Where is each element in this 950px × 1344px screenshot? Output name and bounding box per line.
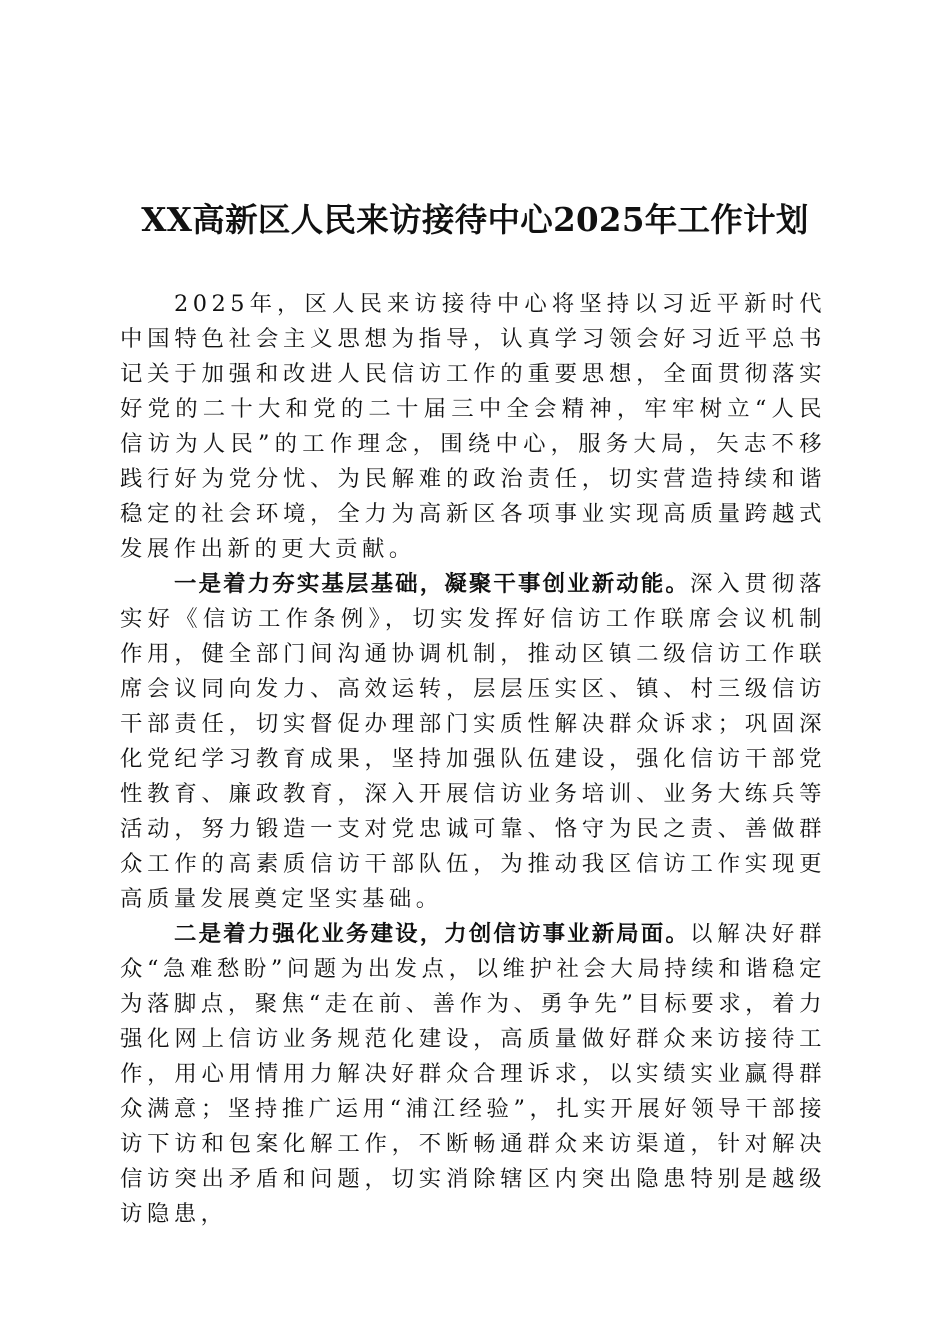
paragraph-text: 2025年，区人民来访接待中心将坚持以习近平新时代中国特色社会主义思想为指导，认真学习领会好习近平总书记关于加强和改进人民信访工作的重要思想，全面贯彻落实好党的二十大和党的二十届三中全会精神，牢牢树立“人民信访为人民”的工作理念，围绕中心，服务大局，矢志不移践行好为党分忧、为民解难的政治责任，切实营造持续和谐稳定的社会环境，全力为高新区各项事业实现高质量跨越式发展作出新的更大贡献。 [120, 291, 826, 562]
paragraph-lead-heading: 二是着力强化业务建设，力创信访事业新局面。 [174, 921, 691, 947]
paragraph-item-2 [120, 917, 826, 1232]
paragraph-text: 以解决好群众“急难愁盼”问题为出发点，以维护社会大局持续和谐稳定为落脚点，聚焦“走在前、善作为、勇争先”目标要求，着力强化网上信访业务规范化建设，高质量做好群众来访接待工作，用心用情用力解决好群众合理诉求，以实绩实业赢得群众满意；坚持推广运用“浦江经验”，扎实开展好领导干部接访下访和包案化解工作，不断畅通群众来访渠道，针对解决信访突出矛盾和问题，切实消除辖区内突出隐患特别是越级访隐患， [120, 921, 826, 1227]
paragraph-intro [120, 287, 826, 567]
paragraph-item-1 [120, 567, 826, 917]
paragraph-text: 深入贯彻落实好《信访工作条例》，切实发挥好信访工作联席会议机制作用，健全部门间沟通协调机制，推动区镇二级信访工作联席会议同向发力、高效运转，层层压实区、镇、村三级信访干部责任，切实督促办理部门实质性解决群众诉求；巩固深化党纪学习教育成果，坚持加强队伍建设，强化信访干部党性教育、廉政教育，深入开展信访业务培训、业务大练兵等活动，努力锻造一支对党忠诚可靠、恪守为民之责、善做群众工作的高素质信访干部队伍，为推动我区信访工作实现更高质量发展奠定坚实基础。 [120, 571, 826, 912]
paragraph-lead-heading: 一是着力夯实基层基础，凝聚干事创业新动能。 [174, 571, 691, 597]
document-title: XX高新区人民来访接待中心2025年工作计划 [141, 200, 809, 239]
document-body [120, 287, 826, 1232]
